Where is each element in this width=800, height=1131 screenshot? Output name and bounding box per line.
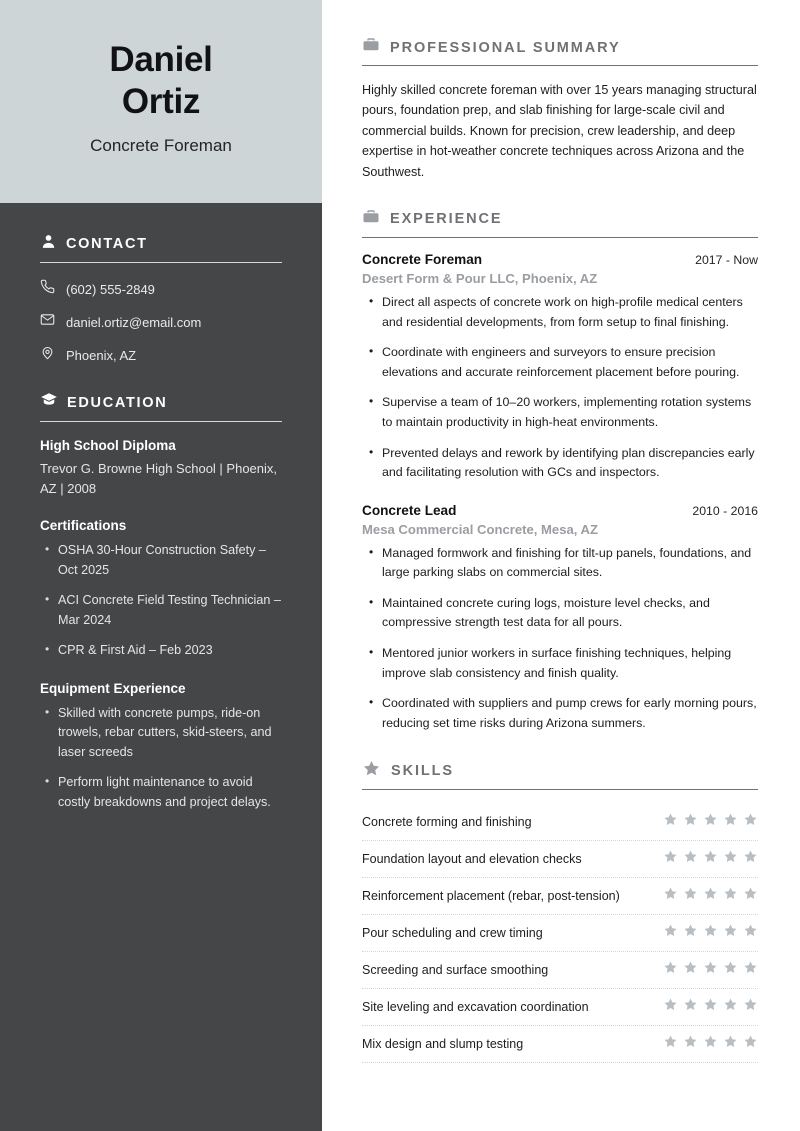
list-item: • Prevented delays and rework by identifying plan discrepancies early and facilitating resolution with GCs and inspectors.	[382, 444, 758, 483]
star-icon	[723, 1034, 738, 1054]
job-role: Concrete Foreman	[362, 251, 483, 267]
skill-rating	[651, 812, 758, 832]
star-icon	[703, 960, 718, 980]
professional-summary-section	[362, 36, 758, 182]
skill-name: Mix design and slump testing	[362, 1037, 524, 1052]
phone-icon	[40, 279, 55, 299]
equipment-experience-list	[40, 704, 282, 813]
equipment-experience-heading: Equipment Experience	[40, 680, 186, 696]
list-item: • ACI Concrete Field Testing Technician – Mar 2024	[58, 591, 282, 630]
star-icon	[663, 1034, 678, 1054]
envelope-icon	[40, 312, 55, 332]
star-icon	[683, 1034, 698, 1054]
star-icon	[663, 960, 678, 980]
job-dates: 2017 - Now	[695, 252, 758, 267]
star-icon	[703, 923, 718, 943]
skill-row	[362, 952, 758, 989]
star-icon	[723, 886, 738, 906]
star-icon	[723, 923, 738, 943]
list-item: • Supervise a team of 10–20 workers, implementing rotation systems to maintain productivity in high-heat environments.	[382, 393, 758, 432]
certifications-list	[40, 541, 282, 661]
contact-section-header	[40, 233, 282, 262]
star-icon	[723, 997, 738, 1017]
experience-section-header	[362, 208, 758, 237]
skill-name: Screeding and surface smoothing	[362, 963, 549, 978]
star-icon	[743, 849, 758, 869]
skill-rating	[651, 997, 758, 1017]
experience-section-title: EXPERIENCE	[390, 211, 503, 228]
star-icon	[683, 812, 698, 832]
skill-rating	[651, 886, 758, 906]
star-icon	[743, 997, 758, 1017]
list-item: • Skilled with concrete pumps, ride-on trowels, rebar cutters, skid-steers, and laser screeds	[58, 704, 282, 763]
contact-email-value: daniel.ortiz@email.com	[66, 314, 202, 330]
star-icon	[683, 923, 698, 943]
star-icon	[743, 812, 758, 832]
job-header	[362, 252, 758, 267]
star-icon	[743, 886, 758, 906]
list-item: • Maintained concrete curing logs, moisture level checks, and compressive strength test data for all pours.	[382, 594, 758, 633]
main-column	[322, 0, 800, 1131]
skill-row	[362, 915, 758, 952]
job-company: Desert Form & Pour LLC, Phoenix, AZ	[362, 270, 598, 286]
summary-section-header	[362, 36, 758, 65]
education-section-title: EDUCATION	[67, 394, 168, 411]
candidate-name	[109, 39, 212, 122]
candidate-job-title: Concrete Foreman	[90, 135, 232, 155]
list-item: • CPR & First Aid – Feb 2023	[58, 641, 282, 661]
experience-divider	[362, 237, 758, 238]
contact-email-row[interactable]	[40, 312, 282, 332]
contact-section-title: CONTACT	[66, 236, 148, 252]
skill-rating	[651, 849, 758, 869]
star-icon	[723, 849, 738, 869]
star-icon	[743, 923, 758, 943]
candidate-last-name: Ortiz	[121, 81, 201, 121]
experience-job-1	[362, 252, 758, 483]
star-icon	[683, 849, 698, 869]
experience-job-2	[362, 503, 758, 734]
skill-rating	[651, 923, 758, 943]
list-item: • OSHA 30-Hour Construction Safety – Oct 2025	[58, 541, 282, 580]
star-icon	[703, 849, 718, 869]
star-icon	[703, 812, 718, 832]
star-icon	[683, 960, 698, 980]
skill-name: Reinforcement placement (rebar, post-tension)	[362, 889, 620, 904]
candidate-first-name: Daniel	[109, 40, 213, 80]
star-icon	[683, 997, 698, 1017]
skill-rating	[651, 960, 758, 980]
contact-phone-value: (602) 555-2849	[66, 281, 155, 297]
star-icon	[663, 886, 678, 906]
job-bullet-list	[362, 293, 758, 483]
contact-location-row[interactable]	[40, 345, 282, 365]
list-item: • Coordinated with suppliers and pump crews for early morning pours, reducing set time risks during Arizona summers.	[382, 694, 758, 733]
education-section	[40, 391, 282, 812]
star-icon	[703, 1034, 718, 1054]
contact-section	[40, 233, 282, 365]
skill-name: Concrete forming and finishing	[362, 815, 532, 830]
skill-row	[362, 989, 758, 1026]
star-icon	[362, 759, 381, 783]
job-header	[362, 503, 758, 518]
skill-row	[362, 1026, 758, 1063]
skills-divider	[362, 789, 758, 790]
education-degree: High School Diploma	[40, 438, 176, 453]
star-icon	[663, 923, 678, 943]
star-icon	[663, 812, 678, 832]
star-icon	[723, 812, 738, 832]
star-icon	[703, 997, 718, 1017]
skills-section-title: SKILLS	[391, 763, 454, 780]
star-icon	[683, 886, 698, 906]
skill-row	[362, 841, 758, 878]
star-icon	[703, 886, 718, 906]
certifications-heading: Certifications	[40, 518, 127, 533]
skill-row	[362, 804, 758, 841]
briefcase-icon	[362, 208, 380, 231]
star-icon	[743, 960, 758, 980]
briefcase-icon	[362, 36, 380, 59]
summary-divider	[362, 65, 758, 66]
job-company: Mesa Commercial Concrete, Mesa, AZ	[362, 521, 599, 537]
list-item: • Perform light maintenance to avoid costly breakdowns and project delays.	[58, 773, 282, 812]
experience-section	[362, 208, 758, 734]
sidebar	[0, 0, 322, 1131]
list-item: • Direct all aspects of concrete work on high-profile medical centers and residential developments, from form setup to final finishing.	[382, 293, 758, 332]
skill-name: Pour scheduling and crew timing	[362, 926, 543, 941]
skills-list	[362, 804, 758, 1063]
education-section-header	[40, 391, 282, 421]
star-icon	[723, 960, 738, 980]
skill-name: Foundation layout and elevation checks	[362, 852, 582, 867]
contact-phone-row[interactable]	[40, 279, 282, 299]
contact-divider	[40, 262, 282, 263]
list-item: • Coordinate with engineers and surveyors to ensure precision elevations and accurate reinforcement placement before pouring.	[382, 343, 758, 382]
skills-section-header	[362, 759, 758, 789]
education-school: Trevor G. Browne High School | Phoenix, AZ | 2008	[40, 461, 278, 496]
list-item: • Managed formwork and finishing for tilt-up panels, foundations, and large parking slabs on commercial sites.	[382, 544, 758, 583]
sidebar-body	[0, 203, 322, 858]
skills-section	[362, 759, 758, 1063]
map-pin-icon	[40, 345, 55, 365]
summary-text: Highly skilled concrete foreman with over 15 years managing structural pours, foundation prep, and slab finishing for large-scale civil and commercial builds. Known for precision, crew leadership, and deep expertise in hot-weather concrete techniques across Arizona and the Southwest.	[362, 83, 757, 179]
job-role: Concrete Lead	[362, 502, 457, 518]
skill-row	[362, 878, 758, 915]
job-bullet-list	[362, 544, 758, 734]
star-icon	[743, 1034, 758, 1054]
star-icon	[663, 997, 678, 1017]
list-item: • Mentored junior workers in surface finishing techniques, helping improve slab consistency and finish quality.	[382, 644, 758, 683]
graduation-cap-icon	[40, 391, 58, 414]
education-divider	[40, 421, 282, 422]
name-header-block	[0, 0, 322, 203]
person-icon	[40, 233, 57, 255]
job-dates: 2010 - 2016	[692, 503, 758, 518]
summary-section-title: PROFESSIONAL SUMMARY	[390, 39, 621, 56]
star-icon	[663, 849, 678, 869]
skill-rating	[651, 1034, 758, 1054]
contact-location-value: Phoenix, AZ	[66, 347, 137, 363]
skill-name: Site leveling and excavation coordination	[362, 1000, 589, 1015]
